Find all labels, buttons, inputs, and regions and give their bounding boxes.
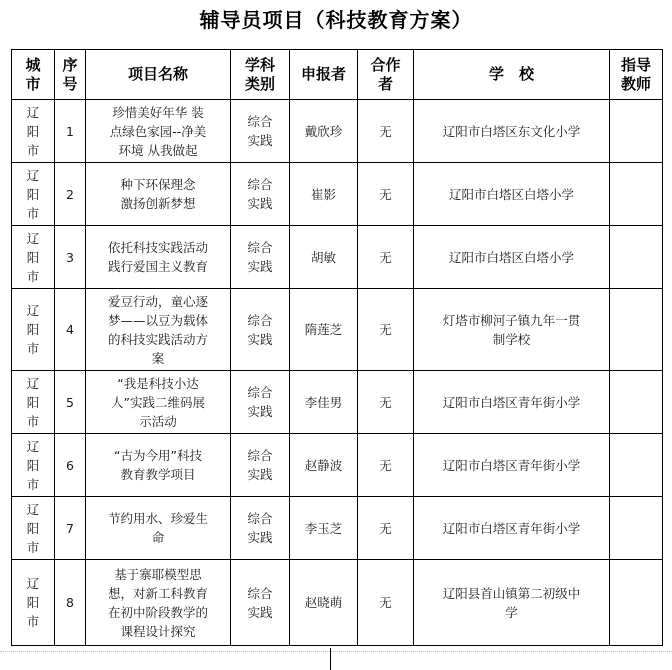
col-header-name: 项目名称 [86, 50, 231, 100]
applicant-cell: 李佳男 [290, 371, 358, 434]
col-header-applicant: 申报者 [290, 50, 358, 100]
teacher-cell [610, 434, 663, 497]
seq-cell: 7 [55, 497, 86, 560]
table-row [12, 226, 663, 289]
project-name-cell: “古为今用”科技 教育教学项目 [86, 434, 231, 497]
category-cell: 综合 实践 [231, 560, 290, 646]
project-name-cell: 节约用水、珍爱生 命 [86, 497, 231, 560]
applicant-cell: 赵静波 [290, 434, 358, 497]
table-row [12, 434, 663, 497]
school-cell: 辽阳市白塔区青年街小学 [414, 497, 610, 560]
col-header-partner: 合作 者 [358, 50, 414, 100]
partner-cell: 无 [358, 497, 414, 560]
teacher-cell [610, 226, 663, 289]
applicant-cell: 隋莲芝 [290, 289, 358, 371]
city-cell: 辽 阳 市 [12, 434, 55, 497]
partner-cell: 无 [358, 100, 414, 163]
applicant-cell: 赵晓萌 [290, 560, 358, 646]
teacher-cell [610, 371, 663, 434]
school-cell: 辽阳市白塔区东文化小学 [414, 100, 610, 163]
school-cell: 辽阳市白塔区白塔小学 [414, 163, 610, 226]
school-cell: 灯塔市柳河子镇九年一贯 制学校 [414, 289, 610, 371]
col-header-category: 学科 类别 [231, 50, 290, 100]
col-header-city: 城 市 [12, 50, 55, 100]
project-table [11, 49, 663, 646]
project-name-cell: 爱豆行动，童心逐 梦——以豆为载体 的科技实践活动方 案 [86, 289, 231, 371]
partner-cell: 无 [358, 560, 414, 646]
table-row [12, 371, 663, 434]
seq-cell: 1 [55, 100, 86, 163]
table-row [12, 497, 663, 560]
page-title: 辅导员项目（科技教育方案） [199, 8, 473, 32]
col-header-teacher: 指导 教师 [610, 50, 663, 100]
city-cell: 辽 阳 市 [12, 560, 55, 646]
teacher-cell [610, 497, 663, 560]
header-row [12, 50, 663, 100]
project-name-cell: 依托科技实践活动 践行爱国主义教育 [86, 226, 231, 289]
table-row [12, 163, 663, 226]
category-cell: 综合 实践 [231, 163, 290, 226]
partner-cell: 无 [358, 226, 414, 289]
seq-cell: 6 [55, 434, 86, 497]
city-cell: 辽 阳 市 [12, 497, 55, 560]
project-name-cell: 种下环保理念 激扬创新梦想 [86, 163, 231, 226]
applicant-cell: 崔影 [290, 163, 358, 226]
partner-cell: 无 [358, 434, 414, 497]
teacher-cell [610, 163, 663, 226]
teacher-cell [610, 289, 663, 371]
city-cell: 辽 阳 市 [12, 163, 55, 226]
seq-cell: 5 [55, 371, 86, 434]
seq-cell: 8 [55, 560, 86, 646]
teacher-cell [610, 100, 663, 163]
school-cell: 辽阳市白塔区青年街小学 [414, 434, 610, 497]
table-row [12, 289, 663, 371]
applicant-cell: 李玉芝 [290, 497, 358, 560]
project-name-cell: 基于寨耶模型思 想，对新工科教育 在初中阶段教学的 课程设计探究 [86, 560, 231, 646]
teacher-cell [610, 560, 663, 646]
category-cell: 综合 实践 [231, 434, 290, 497]
city-cell: 辽 阳 市 [12, 371, 55, 434]
col-header-seq: 序 号 [55, 50, 86, 100]
table-row [12, 100, 663, 163]
project-name-cell: 珍惜美好年华 装 点绿色家园--净美 环境 从我做起 [86, 100, 231, 163]
text-cursor [330, 648, 331, 670]
project-name-cell: “我是科技小达 人”实践二维码展 示活动 [86, 371, 231, 434]
table-row [12, 560, 663, 646]
seq-cell: 4 [55, 289, 86, 371]
page-break-line [0, 651, 672, 652]
city-cell: 辽 阳 市 [12, 289, 55, 371]
applicant-cell: 胡敏 [290, 226, 358, 289]
school-cell: 辽阳县首山镇第二初级中 学 [414, 560, 610, 646]
col-header-school: 学 校 [414, 50, 610, 100]
category-cell: 综合 实践 [231, 497, 290, 560]
applicant-cell: 戴欣珍 [290, 100, 358, 163]
seq-cell: 2 [55, 163, 86, 226]
category-cell: 综合 实践 [231, 289, 290, 371]
category-cell: 综合 实践 [231, 100, 290, 163]
school-cell: 辽阳市白塔区白塔小学 [414, 226, 610, 289]
category-cell: 综合 实践 [231, 226, 290, 289]
partner-cell: 无 [358, 163, 414, 226]
seq-cell: 3 [55, 226, 86, 289]
category-cell: 综合 实践 [231, 371, 290, 434]
city-cell: 辽 阳 市 [12, 100, 55, 163]
partner-cell: 无 [358, 371, 414, 434]
partner-cell: 无 [358, 289, 414, 371]
school-cell: 辽阳市白塔区青年街小学 [414, 371, 610, 434]
city-cell: 辽 阳 市 [12, 226, 55, 289]
